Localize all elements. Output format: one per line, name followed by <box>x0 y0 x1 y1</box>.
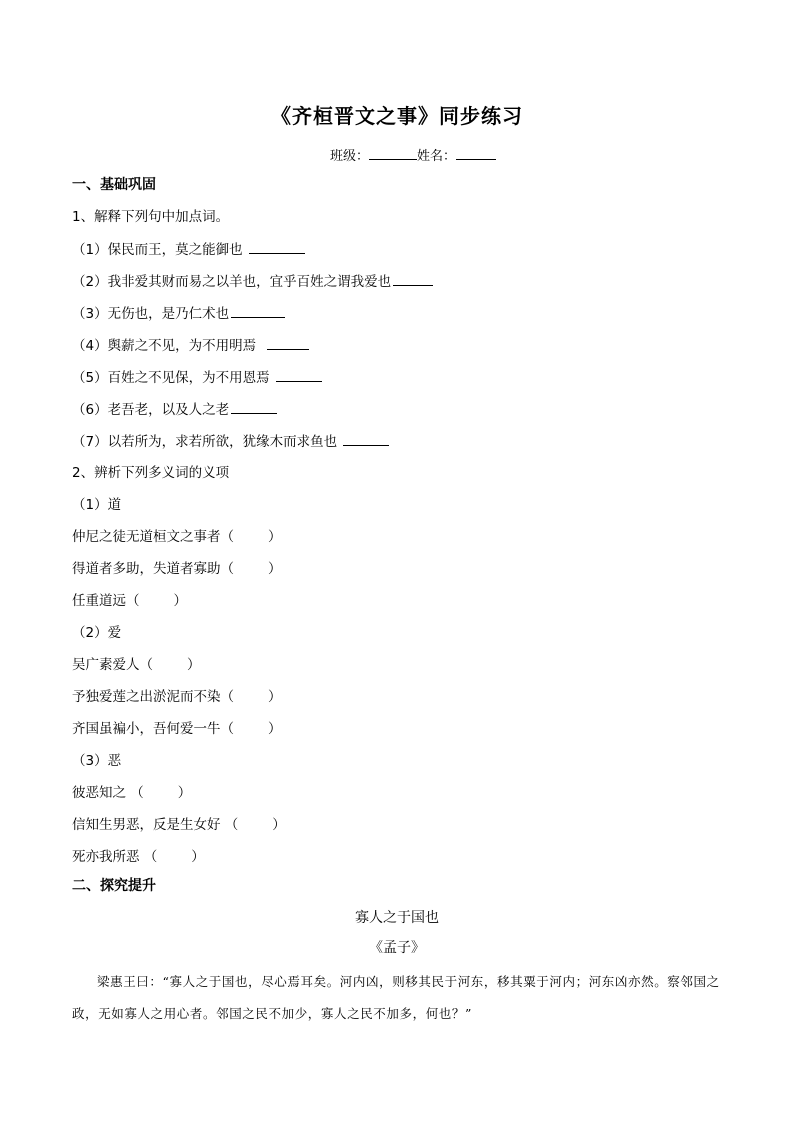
close-paren: ） <box>272 817 286 833</box>
q2-item <box>72 783 191 803</box>
q2-item-text: 吴广素爱人（ <box>72 657 153 673</box>
answer-blank[interactable] <box>231 399 277 414</box>
q1-item-text: （2）我非爱其财而易之以羊也，宜乎百姓之谓我爱也 <box>72 274 392 290</box>
close-paren: ） <box>268 529 282 545</box>
q1-item-5 <box>72 367 322 388</box>
q2-item-text: 予独爱莲之出淤泥而不染（ <box>72 689 234 705</box>
close-paren: ） <box>268 689 282 705</box>
q1-item-3 <box>72 303 285 324</box>
q2-item <box>72 719 282 739</box>
passage-title: 寡人之于国也 <box>355 910 439 926</box>
q1-item-1 <box>72 239 305 260</box>
q2-item-text: 得道者多助，失道者寡助（ <box>72 561 234 577</box>
q1-item-text: （5）百姓之不见保，为不用恩焉 <box>72 370 270 386</box>
q2-item-text: 任重道远（ <box>72 593 140 609</box>
q2-item <box>72 527 282 547</box>
q1-item-7 <box>72 431 389 452</box>
passage-body <box>72 966 732 1030</box>
close-paren: ） <box>268 561 282 577</box>
q1-item-text: （1）保民而王，莫之能御也 <box>72 242 243 258</box>
passage-paragraph: 梁惠王曰：“寡人之于国也，尽心焉耳矣。河内凶，则移其民于河东，移其粟于河内；河东凶亦然。察邻国之政，无如寡人之用心者。邻国之民不加少，寡人之民不加多，何也？” <box>72 974 720 1021</box>
class-label: 班级： <box>330 149 370 164</box>
close-paren: ） <box>177 785 192 801</box>
question-1-prompt: 1、解释下列句中加点词。 <box>72 209 230 225</box>
answer-blank[interactable] <box>231 303 285 318</box>
q1-item-text: （4）舆薪之不见，为不用明焉 <box>72 338 257 354</box>
q2-item-text: 彼恶知之 （ <box>72 785 144 801</box>
q2-item <box>72 687 282 707</box>
q2-item-text: 仲尼之徒无道桓文之事者（ <box>72 529 234 545</box>
q2-item <box>72 591 187 611</box>
answer-blank[interactable] <box>343 431 389 446</box>
page-title: 《齐桓晋文之事》同步练习 <box>271 104 523 128</box>
q1-item-2 <box>72 271 433 292</box>
q2-group-label-wu: （3）恶 <box>72 753 122 769</box>
close-paren: ） <box>268 721 282 737</box>
answer-blank[interactable] <box>249 239 305 254</box>
answer-blank[interactable] <box>267 335 309 350</box>
class-name-line <box>330 145 496 167</box>
q2-item-text: 死亦我所恶 （ <box>72 849 158 865</box>
q1-item-text: （7）以若所为，求若所欲，犹缘木而求鱼也 <box>72 434 338 450</box>
close-paren: ） <box>191 849 205 865</box>
q2-item <box>72 655 201 675</box>
q2-item <box>72 847 205 867</box>
answer-blank[interactable] <box>276 367 322 382</box>
q2-item-text: 齐国虽褊小，吾何爱一牛（ <box>72 721 234 737</box>
name-blank[interactable] <box>456 145 496 160</box>
question-2-prompt: 2、辨析下列多义词的义项 <box>72 465 230 481</box>
q2-group-label-dao: （1）道 <box>72 497 122 513</box>
q2-item <box>72 815 286 835</box>
section-heading-basic: 一、基础巩固 <box>72 177 156 193</box>
q1-item-4 <box>72 335 309 356</box>
name-label: 姓名： <box>417 149 457 164</box>
close-paren: ） <box>187 657 201 673</box>
passage-author: 《孟子》 <box>369 940 425 956</box>
q2-item <box>72 559 282 579</box>
close-paren: ） <box>173 593 187 609</box>
q2-group-label-ai: （2）爱 <box>72 625 122 641</box>
class-blank[interactable] <box>369 145 417 160</box>
q2-item-text: 信知生男恶，反是生女好 （ <box>72 817 239 833</box>
q1-item-6 <box>72 399 277 420</box>
q1-item-text: （3）无伤也，是乃仁术也 <box>72 306 230 322</box>
q1-item-text: （6）老吾老，以及人之老 <box>72 402 230 418</box>
section-heading-advanced: 二、探究提升 <box>72 878 156 894</box>
answer-blank[interactable] <box>393 271 433 286</box>
